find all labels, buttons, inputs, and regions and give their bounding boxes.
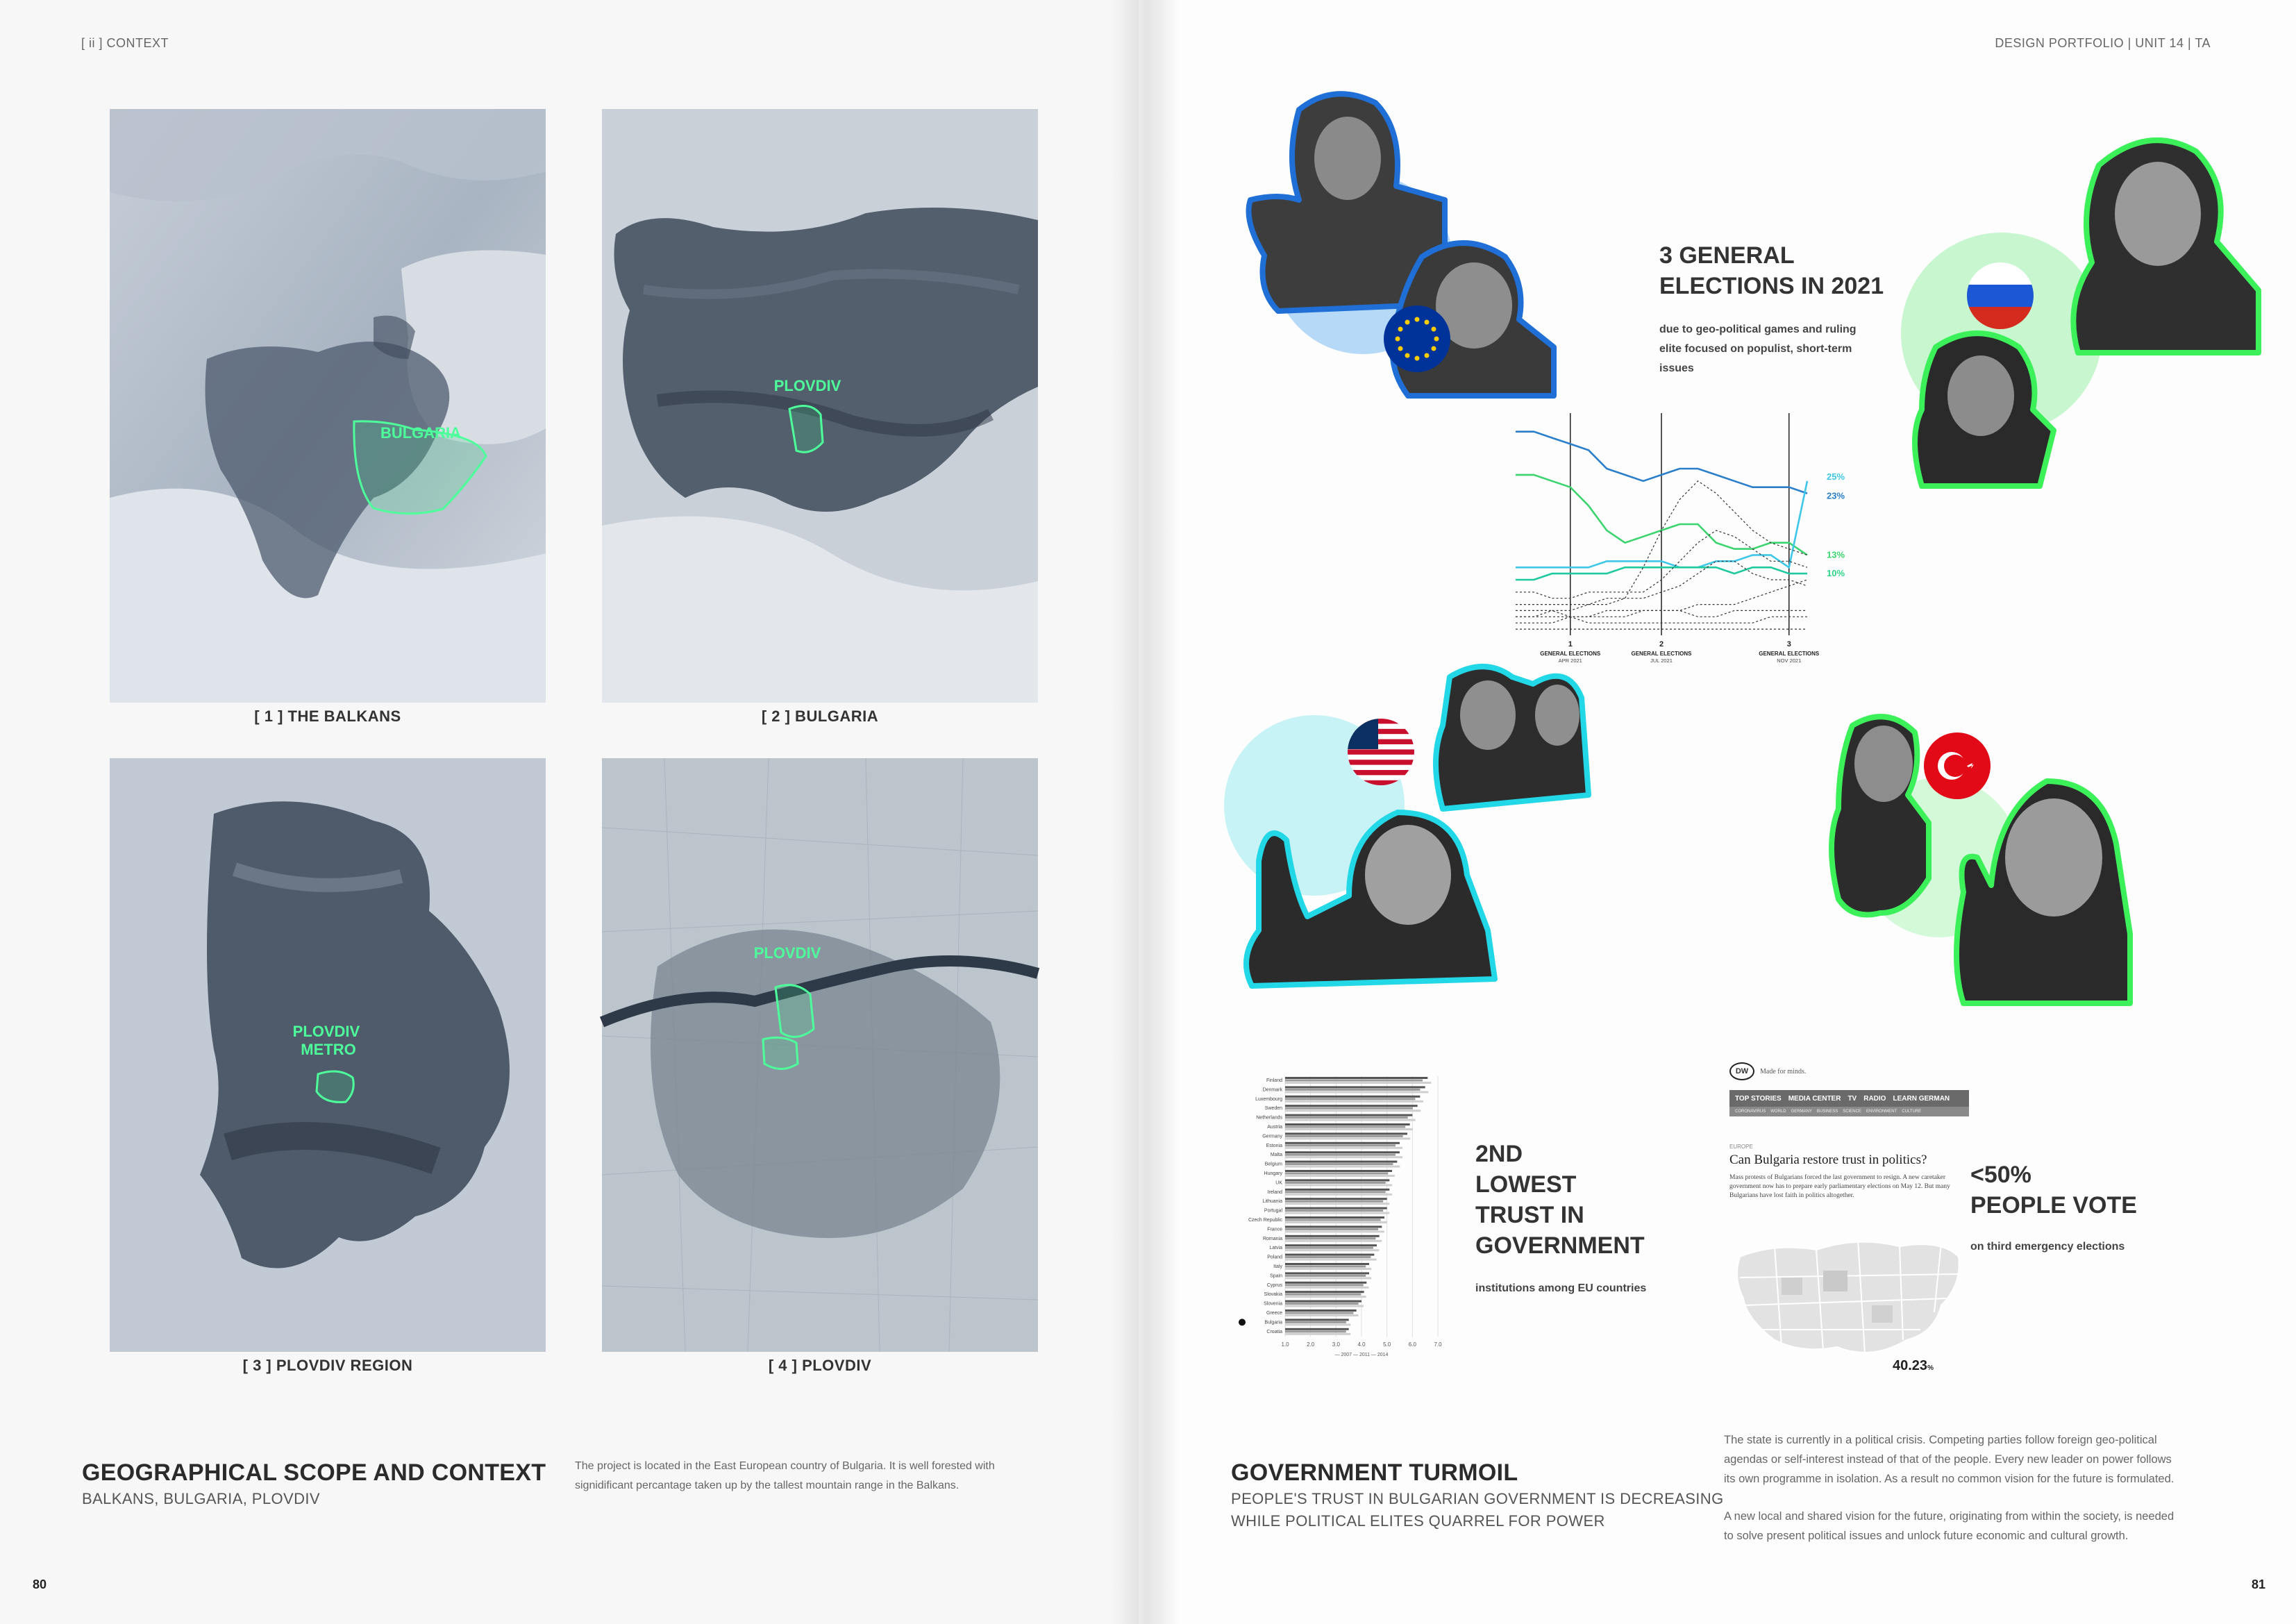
- dw-brand-tag: Made for minds.: [1760, 1067, 1807, 1075]
- bar-category-label: Denmark: [1262, 1087, 1282, 1093]
- usa-flag-icon: [1348, 719, 1414, 785]
- bar-category-label: Sweden: [1264, 1106, 1282, 1112]
- bar-2014: [1285, 1263, 1369, 1265]
- dw-kicker: EUROPE: [1729, 1144, 1753, 1150]
- election-label: GENERAL ELECTIONS: [1759, 651, 1820, 657]
- map-label-plovdiv-metro: PLOVDIV: [292, 1023, 360, 1040]
- map-caption-plovdiv-region: [ 3 ] PLOVDIV REGION: [242, 1357, 413, 1374]
- bar-2014: [1285, 1216, 1384, 1219]
- bar-2014: [1285, 1086, 1425, 1088]
- election-label: GENERAL ELECTIONS: [1631, 651, 1692, 657]
- bar-x-tick: 7.0: [1434, 1341, 1442, 1348]
- map-label-bulgaria: BULGARIA: [380, 424, 462, 442]
- bar-2014: [1285, 1198, 1387, 1200]
- bar-2007: [1285, 1221, 1387, 1223]
- bar-2007: [1285, 1110, 1421, 1112]
- bar-2007: [1285, 1203, 1389, 1205]
- bar-2014: [1285, 1123, 1410, 1125]
- portrait-turkey-leader-2: [1825, 705, 1936, 927]
- left-body-text: [575, 1457, 1061, 1496]
- election-date: NOV 2021: [1777, 658, 1802, 664]
- bar-2007: [1285, 1305, 1364, 1307]
- trust-bar-chart: [1237, 1069, 1452, 1375]
- bar-2014: [1285, 1114, 1412, 1116]
- right-para1-line-1: The state is currently in a political crisis. Competing parties follow foreign geo-political: [1724, 1434, 2157, 1446]
- russia-flag-icon: [1967, 262, 2034, 329]
- dw-logo-icon: DW: [1729, 1062, 1754, 1080]
- bar-2014: [1285, 1225, 1382, 1228]
- bar-2011: [1285, 1247, 1373, 1249]
- bar-2007: [1285, 1082, 1431, 1084]
- bar-category-label: Cyprus: [1266, 1282, 1282, 1288]
- map-bulgaria: [602, 109, 1038, 703]
- bar-2007: [1285, 1323, 1350, 1325]
- bar-2007: [1285, 1175, 1395, 1177]
- bar-2014: [1285, 1244, 1377, 1246]
- bar-category-label: Finland: [1266, 1078, 1282, 1083]
- bar-2007: [1285, 1128, 1413, 1130]
- map-caption-plovdiv: [ 4 ] PLOVDIV: [768, 1357, 872, 1374]
- bar-category-label: Ireland: [1267, 1189, 1282, 1195]
- bar-legend: — 2007 — 2011 — 2014: [1334, 1353, 1389, 1358]
- bar-category-label: Netherlands: [1256, 1115, 1282, 1121]
- bar-category-label: Belgium: [1264, 1162, 1282, 1167]
- map-plovdiv-region: [110, 758, 546, 1352]
- dw-subnav-item: GERMANY: [1791, 1110, 1812, 1114]
- bar-category-label: Croatia: [1266, 1329, 1282, 1334]
- dw-subnav-item: WORLD: [1770, 1110, 1786, 1114]
- right-para1-line-3: its own programme in isolation. As a result no common vision for the future is formulated.: [1724, 1473, 2175, 1485]
- elections-note-line-2: elite focused on populist, short-term: [1659, 343, 1852, 355]
- bar-2011: [1285, 1144, 1396, 1146]
- dw-lede-line-3: Bulgarians have lost faith in politics altogether.: [1729, 1192, 1854, 1199]
- bar-category-label: Slovenia: [1264, 1301, 1282, 1307]
- bar-2011: [1285, 1321, 1346, 1323]
- dw-subnav-bar: [1729, 1107, 1969, 1116]
- bar-2007: [1285, 1259, 1377, 1261]
- dw-lede-line-1: Mass protests of Bulgarians forced the last government to resign. A new caretaker: [1729, 1174, 1946, 1181]
- bar-x-tick: 6.0: [1408, 1341, 1416, 1348]
- bar-2011: [1285, 1107, 1413, 1110]
- bar-2007: [1285, 1240, 1382, 1242]
- bar-category-label: Latvia: [1269, 1246, 1282, 1251]
- vote-note: on third emergency elections: [1970, 1241, 2125, 1253]
- turnout-value: 40.23%: [1893, 1358, 1934, 1373]
- right-para2-line-1: A new local and shared vision for the future, originating from within the society, is needed: [1724, 1510, 2175, 1523]
- trust-note: institutions among EU countries: [1475, 1282, 1647, 1294]
- dw-subnav-item: CULTURE: [1902, 1110, 1922, 1114]
- bar-category-label: Austria: [1267, 1125, 1282, 1130]
- bar-2007: [1285, 1137, 1410, 1139]
- bar-category-label: Lithuania: [1262, 1199, 1282, 1205]
- bar-2014: [1285, 1319, 1349, 1321]
- bar-category-label: Spain: [1270, 1273, 1282, 1279]
- bar-category-label: Germany: [1262, 1134, 1282, 1139]
- bar-2011: [1285, 1098, 1415, 1100]
- bar-2007: [1285, 1287, 1368, 1289]
- poll-end-label: 13%: [1827, 549, 1845, 560]
- poll-end-label: 25%: [1827, 471, 1845, 482]
- bar-2007: [1285, 1249, 1379, 1251]
- elections-note-line-1: due to geo-political games and ruling: [1659, 324, 1857, 335]
- bar-2014: [1285, 1309, 1357, 1312]
- turkey-flag-icon: [1924, 733, 1991, 799]
- dw-subnav-item: CORONAVIRUS: [1735, 1110, 1766, 1114]
- bar-category-label: Malta: [1270, 1153, 1282, 1158]
- bar-2011: [1285, 1154, 1396, 1156]
- election-label: GENERAL ELECTIONS: [1540, 651, 1601, 657]
- trust-title-line-4: GOVERNMENT: [1475, 1232, 1645, 1259]
- right-para1-line-2: agendas or self-interest instead of that of the people. Every new leader on power follows: [1724, 1453, 2172, 1466]
- trust-title-line-3: TRUST IN: [1475, 1202, 1584, 1228]
- bar-category-label: Hungary: [1264, 1171, 1282, 1176]
- map-label-plovdiv-metro-2: METRO: [301, 1041, 356, 1058]
- right-page: [1148, 0, 2296, 1624]
- dw-nav-item: RADIO: [1863, 1094, 1886, 1103]
- dw-headline: Can Bulgaria restore trust in politics?: [1729, 1153, 1927, 1167]
- bar-category-label: UK: [1275, 1180, 1282, 1186]
- vote-title-line-1: <50%: [1970, 1162, 2031, 1188]
- bar-2007: [1285, 1212, 1389, 1214]
- elections-note: [1659, 320, 1857, 378]
- right-body-text: [1724, 1430, 2224, 1546]
- elections-note-line-3: issues: [1659, 362, 1694, 374]
- bar-category-label: Estonia: [1266, 1143, 1282, 1148]
- bar-2014: [1285, 1105, 1418, 1107]
- bar-2007: [1285, 1277, 1371, 1279]
- trust-title: [1475, 1139, 1645, 1261]
- bar-category-label: Slovakia: [1264, 1292, 1282, 1298]
- bar-2014: [1285, 1235, 1380, 1237]
- bar-2011: [1285, 1163, 1393, 1165]
- elections-title-line-1: 3 GENERAL: [1659, 242, 1795, 269]
- bar-2011: [1285, 1294, 1361, 1296]
- bar-x-tick: 2.0: [1307, 1341, 1315, 1348]
- bar-2014: [1285, 1132, 1407, 1135]
- bar-2011: [1285, 1330, 1346, 1332]
- bar-category-label: France: [1267, 1227, 1282, 1232]
- bar-2014: [1285, 1291, 1364, 1293]
- bar-2014: [1285, 1300, 1361, 1303]
- bar-category-label: Poland: [1267, 1255, 1282, 1260]
- bar-2011: [1285, 1256, 1371, 1258]
- right-section-subtitle-line-2: WHILE POLITICAL ELITES QUARREL FOR POWER: [1231, 1512, 1605, 1530]
- right-section-title: GOVERNMENT TURMOIL: [1231, 1459, 1518, 1486]
- bar-category-label: Greece: [1266, 1311, 1282, 1316]
- bar-2011: [1285, 1312, 1353, 1314]
- map-plovdiv: [602, 758, 1038, 1352]
- bar-x-tick: 3.0: [1332, 1341, 1340, 1348]
- polls-line-chart: [1509, 406, 1845, 684]
- bar-2011: [1285, 1182, 1386, 1184]
- bar-x-tick: 5.0: [1383, 1341, 1391, 1348]
- bar-2011: [1285, 1275, 1366, 1277]
- bar-2007: [1285, 1314, 1358, 1316]
- left-page-number: 80: [33, 1577, 47, 1591]
- portrait-usa-leader-1: [1238, 792, 1502, 993]
- bar-2007: [1285, 1147, 1402, 1149]
- bar-2011: [1285, 1089, 1421, 1091]
- dw-nav-item: LEARN GERMAN: [1893, 1094, 1950, 1103]
- map-label-plovdiv-city: PLOVDIV: [753, 944, 821, 962]
- bar-2014: [1285, 1161, 1397, 1163]
- bar-2014: [1285, 1096, 1420, 1098]
- eu-flag-icon: [1384, 305, 1450, 372]
- bar-2014: [1285, 1179, 1389, 1181]
- dw-nav-item: MEDIA CENTER: [1788, 1094, 1841, 1103]
- bar-2014: [1285, 1077, 1427, 1079]
- bar-2011: [1285, 1303, 1359, 1305]
- bar-2014: [1285, 1282, 1366, 1284]
- dw-nav-item: TOP STORIES: [1735, 1094, 1782, 1103]
- bar-2007: [1285, 1296, 1366, 1298]
- bar-2011: [1285, 1228, 1378, 1230]
- dw-nav-bar: [1729, 1090, 1969, 1107]
- svg-text:PLOVDIV METRO: [293, 1023, 364, 1058]
- portrait-russia-leader-1: [2050, 124, 2259, 360]
- bar-category-label: Luxembourg: [1255, 1096, 1282, 1102]
- bar-2011: [1285, 1219, 1381, 1221]
- bar-2011: [1285, 1173, 1388, 1175]
- trust-title-line-2: LOWEST: [1475, 1171, 1577, 1198]
- bar-2007: [1285, 1100, 1423, 1103]
- bar-2011: [1285, 1126, 1405, 1128]
- dw-lede: [1729, 1173, 1969, 1200]
- bar-2014: [1285, 1207, 1387, 1209]
- bar-2011: [1285, 1200, 1383, 1203]
- bar-category-label: Czech Republic: [1248, 1218, 1282, 1223]
- bar-2014: [1285, 1254, 1374, 1256]
- left-header: [ ii ] CONTEXT: [81, 36, 169, 50]
- bar-2014: [1285, 1272, 1369, 1274]
- left-body-line-2: signidificant percantage taken up by the tallest mountain range in the Balkans.: [575, 1480, 960, 1491]
- poll-end-label: 10%: [1827, 568, 1845, 579]
- right-header: DESIGN PORTFOLIO | UNIT 14 | TA: [1995, 36, 2211, 50]
- elections-title: [1659, 240, 1884, 301]
- dw-lede-line-2: government now has to prepare early parliamentary elections on May 12. But many: [1729, 1183, 1950, 1190]
- right-page-number: 81: [2251, 1577, 2265, 1591]
- right-para2-line-2: to solve present political issues and unlock future economic and cultural growth.: [1724, 1530, 2129, 1542]
- bar-2014: [1285, 1189, 1389, 1191]
- bar-2007: [1285, 1194, 1392, 1196]
- dw-nav-item: TV: [1847, 1094, 1857, 1103]
- bar-2007: [1285, 1268, 1371, 1270]
- bar-2014: [1285, 1142, 1400, 1144]
- left-section-title: GEOGRAPHICAL SCOPE AND CONTEXT: [82, 1459, 546, 1486]
- bulgaria-turnout-map: [1733, 1229, 1966, 1375]
- bar-2007: [1285, 1333, 1350, 1335]
- election-date: JUL 2021: [1650, 658, 1673, 664]
- bar-2011: [1285, 1135, 1403, 1137]
- right-section-subtitle: [1231, 1488, 1724, 1532]
- map-caption-bulgaria: [ 2 ] BULGARIA: [761, 708, 879, 725]
- dw-brand: [1729, 1062, 1806, 1080]
- bar-2014: [1285, 1151, 1400, 1153]
- map-label-plovdiv: PLOVDIV: [773, 377, 841, 394]
- trust-title-line-1: 2ND: [1475, 1141, 1523, 1167]
- dw-subnav-item: SCIENCE: [1843, 1110, 1861, 1114]
- bar-2011: [1285, 1284, 1364, 1286]
- bar-x-tick: 1.0: [1281, 1341, 1289, 1348]
- bar-2011: [1285, 1116, 1408, 1119]
- left-body-line-1: The project is located in the East European country of Bulgaria. It is well forested with: [575, 1460, 995, 1472]
- left-section-subtitle: BALKANS, BULGARIA, PLOVDIV: [82, 1490, 320, 1507]
- highlight-dot-icon: [1239, 1319, 1246, 1325]
- bar-2007: [1285, 1119, 1416, 1121]
- elections-title-line-2: ELECTIONS IN 2021: [1659, 273, 1884, 299]
- portrait-russia-leader-2: [1901, 319, 2061, 493]
- bar-2007: [1285, 1166, 1400, 1168]
- bar-2014: [1285, 1328, 1349, 1330]
- bar-category-label: Romania: [1262, 1236, 1282, 1241]
- bar-category-label: Italy: [1273, 1264, 1282, 1269]
- election-date: APR 2021: [1558, 658, 1582, 664]
- bar-2011: [1285, 1266, 1366, 1268]
- bar-x-tick: 4.0: [1357, 1341, 1366, 1348]
- left-page: [0, 0, 1139, 1624]
- right-section-subtitle-line-1: PEOPLE'S TRUST IN BULGARIAN GOVERNMENT IS DECREASING: [1231, 1490, 1724, 1507]
- bar-2011: [1285, 1080, 1423, 1082]
- vote-title: [1970, 1160, 2137, 1221]
- election-number: 2: [1659, 640, 1664, 648]
- dw-subnav-item: BUSINESS: [1816, 1110, 1838, 1114]
- bar-2007: [1285, 1230, 1384, 1232]
- bar-category-label: Bulgaria: [1264, 1320, 1282, 1325]
- bar-2014: [1285, 1170, 1392, 1172]
- dw-subnav-item: ENVIRONMENT: [1866, 1110, 1897, 1114]
- spine-shadow: [1111, 0, 1180, 1624]
- map-caption-balkans: [ 1 ] THE BALKANS: [254, 708, 401, 725]
- map-balkans: [110, 109, 546, 703]
- bar-2011: [1285, 1237, 1375, 1239]
- election-number: 1: [1568, 640, 1573, 648]
- bar-2007: [1285, 1156, 1402, 1158]
- bar-2011: [1285, 1191, 1386, 1193]
- dw-article-clipping: [1729, 1062, 1969, 1382]
- poll-end-label: 23%: [1827, 490, 1845, 501]
- bar-2007: [1285, 1184, 1392, 1186]
- bar-2011: [1285, 1209, 1383, 1212]
- bar-category-label: Portugal: [1264, 1208, 1282, 1214]
- vote-title-line-2: PEOPLE VOTE: [1970, 1192, 2137, 1219]
- bar-2007: [1285, 1091, 1428, 1093]
- election-number: 3: [1786, 640, 1791, 648]
